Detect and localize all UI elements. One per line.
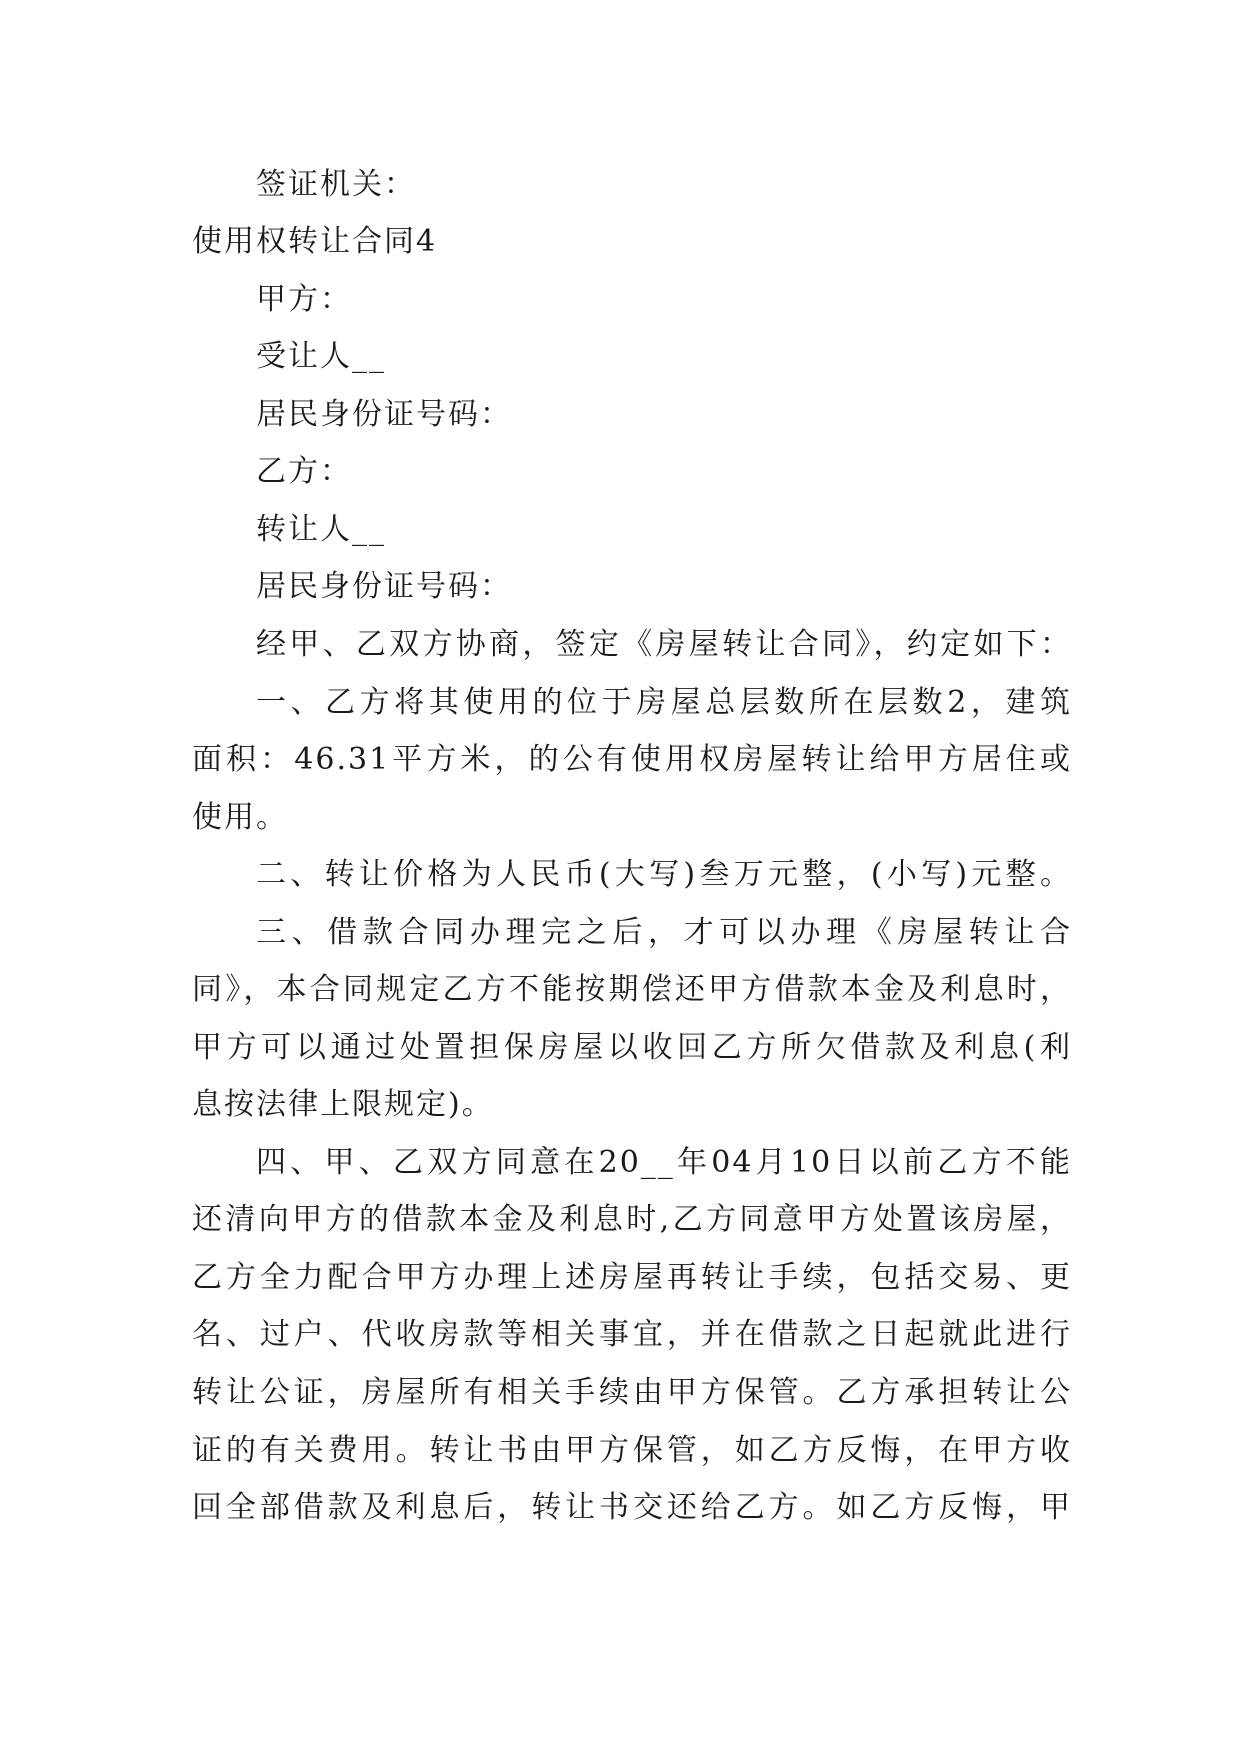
preamble-text: 经甲、乙双方协商，签定《房屋转让合同》，约定如下： bbox=[256, 627, 1072, 662]
clause-3-line-4: 息按法律上限规定)。 bbox=[192, 1087, 494, 1122]
clause-4-line-4: 名、过户、代收房款等相关事宜，并在借款之日起就此进行 bbox=[192, 1317, 1072, 1352]
clause-1-line-2: 面积：46.31平方米，的公有使用权房屋转让给甲方居住或 bbox=[192, 742, 1072, 777]
party-b-label: 乙方： bbox=[256, 454, 352, 489]
clause-2-line-1: 二、转让价格为人民币(大写)叁万元整，(小写)元整。 bbox=[256, 857, 1072, 892]
transferee-label: 受让人__ bbox=[256, 339, 386, 374]
clause-4-line-1: 四、甲、乙双方同意在20__年04月10日以前乙方不能 bbox=[256, 1145, 1072, 1180]
clause-1-line-3: 使用。 bbox=[192, 800, 288, 835]
transferor-label: 转让人__ bbox=[256, 512, 386, 547]
contract-title: 使用权转让合同4 bbox=[192, 224, 438, 259]
clause-4-line-7: 回全部借款及利息后，转让书交还给乙方。如乙方反悔，甲 bbox=[192, 1490, 1072, 1525]
party-a-label: 甲方： bbox=[256, 282, 352, 317]
clause-4-line-6: 证的有关费用。转让书由甲方保管，如乙方反悔，在甲方收 bbox=[192, 1433, 1072, 1468]
clause-3-line-1: 三、借款合同办理完之后，才可以办理《房屋转让合 bbox=[256, 915, 1072, 950]
clause-4-line-5: 转让公证，房屋所有相关手续由甲方保管。乙方承担转让公 bbox=[192, 1375, 1072, 1410]
clause-4-line-2: 还清向甲方的借款本金及利息时,乙方同意甲方处置该房屋， bbox=[192, 1202, 1072, 1237]
party-b-id-label: 居民身份证号码： bbox=[256, 569, 512, 604]
clause-1-line-1: 一、乙方将其使用的位于房屋总层数所在层数2，建筑 bbox=[256, 685, 1072, 720]
clause-4-line-3: 乙方全力配合甲方办理上述房屋再转让手续，包括交易、更 bbox=[192, 1260, 1072, 1295]
visa-authority-label: 签证机关： bbox=[256, 167, 416, 202]
clause-3-line-3: 甲方可以通过处置担保房屋以收回乙方所欠借款及利息(利 bbox=[192, 1030, 1072, 1065]
clause-3-line-2: 同》，本合同规定乙方不能按期偿还甲方借款本金及利息时， bbox=[192, 972, 1072, 1007]
party-a-id-label: 居民身份证号码： bbox=[256, 397, 512, 432]
